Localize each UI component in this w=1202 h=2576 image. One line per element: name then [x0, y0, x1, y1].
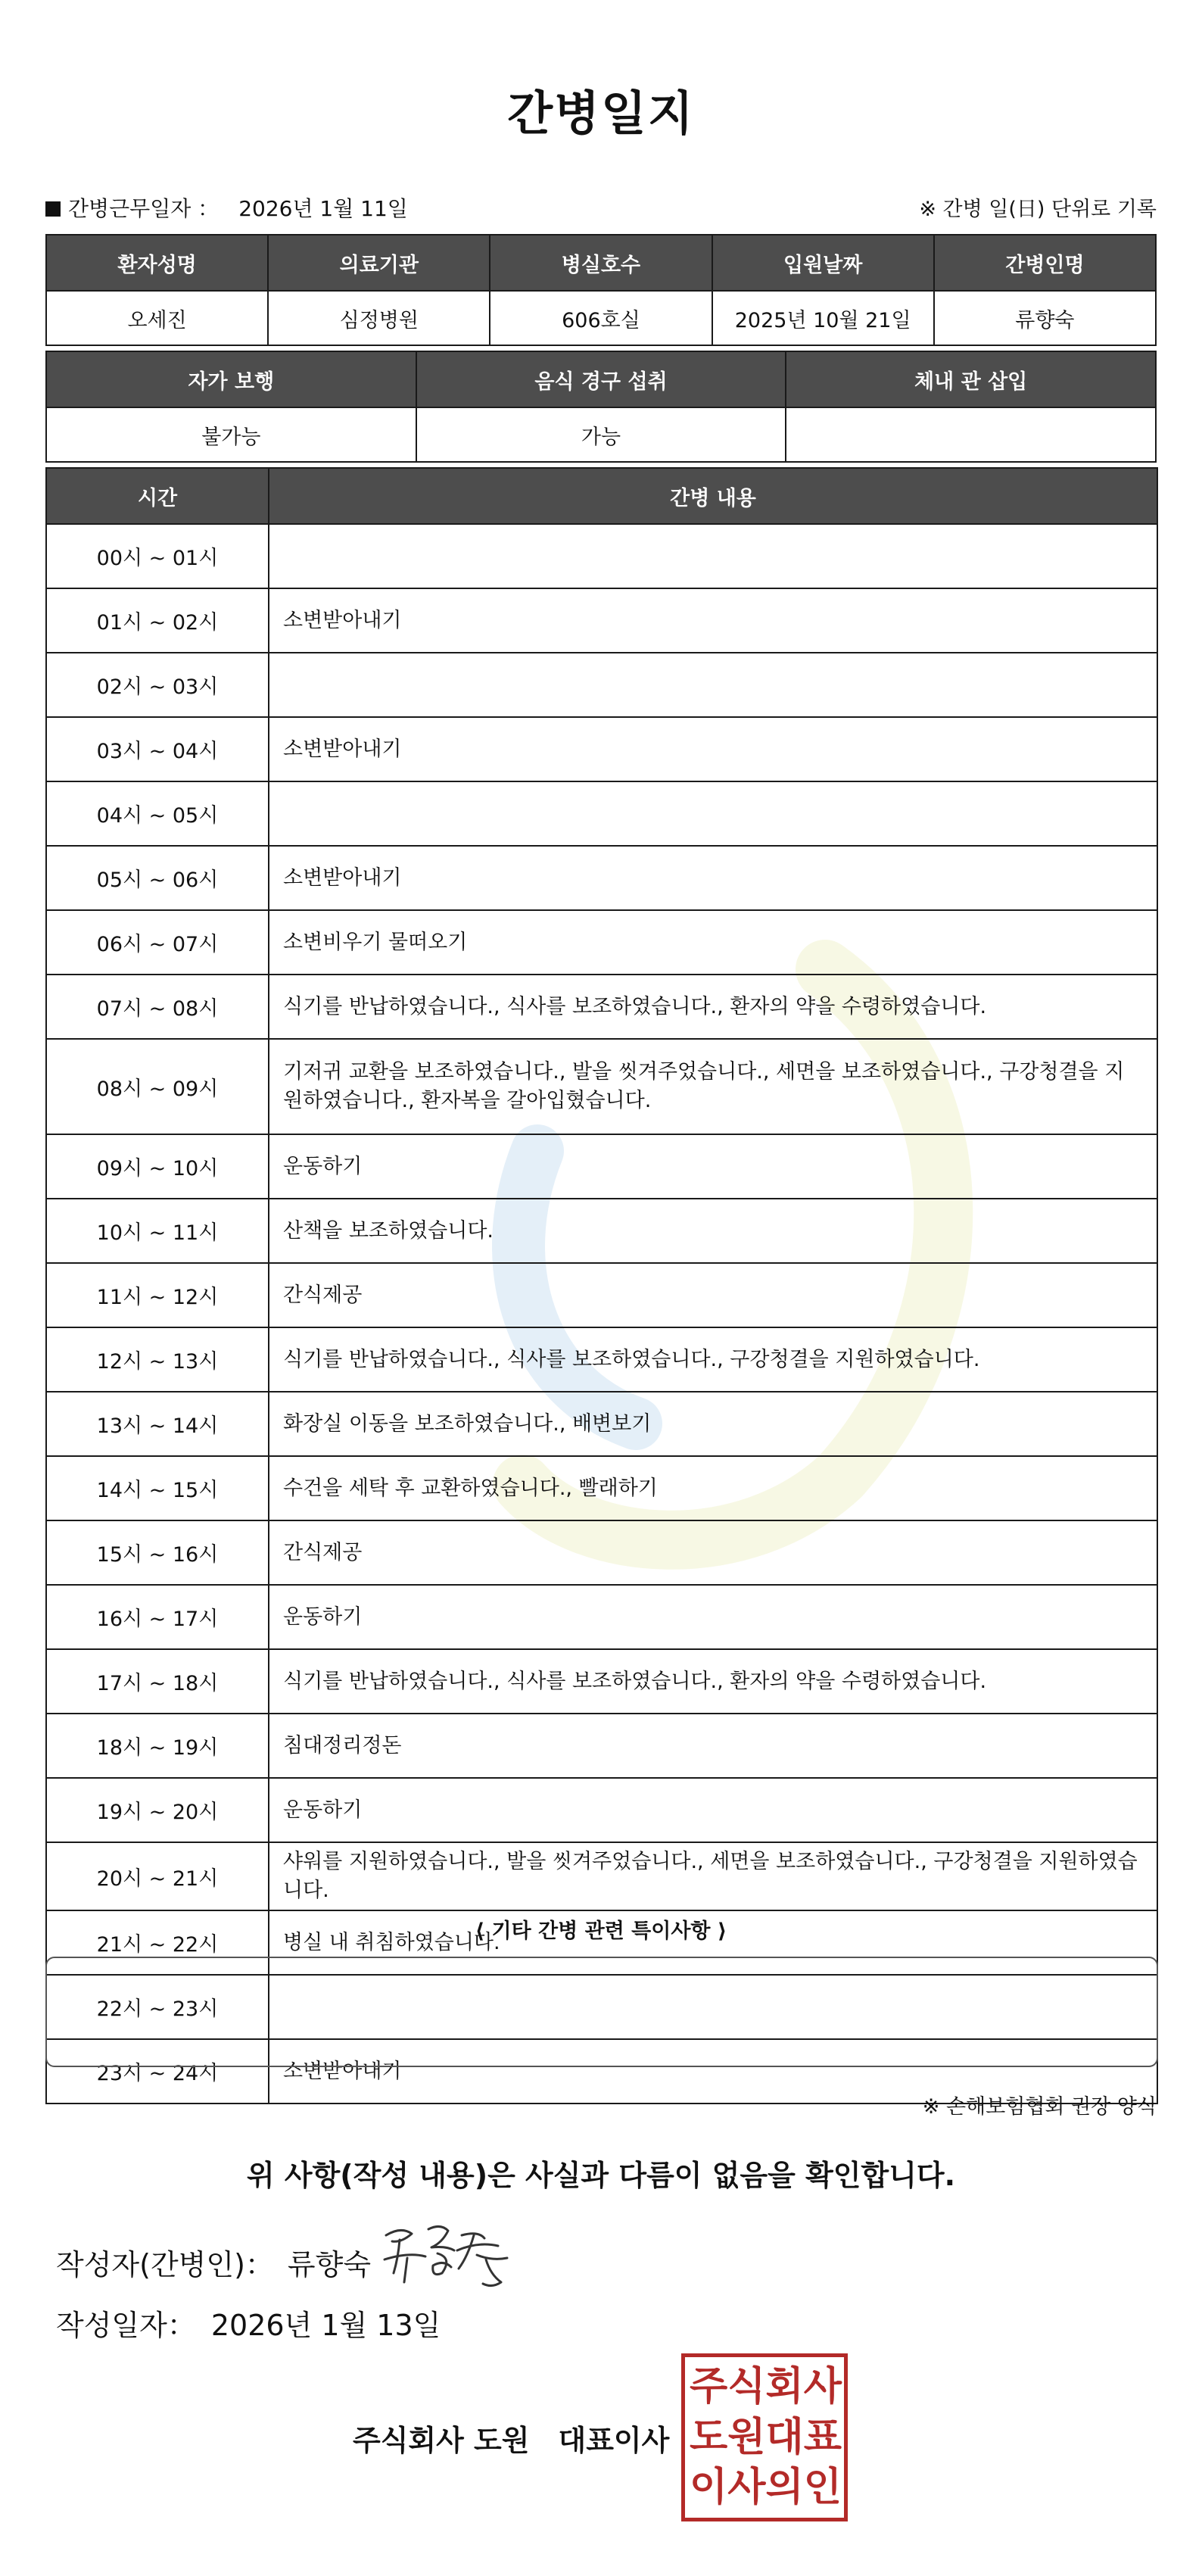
table-row	[46, 1842, 1157, 1910]
care-content: 산책을 보조하였습니다.	[269, 1199, 1157, 1263]
daily-record-note: ※ 간병 일(日) 단위로 기록	[919, 198, 1157, 221]
table-row	[46, 1520, 1157, 1585]
tube-insertion-value	[786, 407, 1156, 462]
recommend-note: ※ 손해보험협회 권장 양식	[922, 2095, 1157, 2119]
seal-character: 사	[727, 2465, 766, 2511]
time-slot: 02시 ~ 03시	[46, 653, 269, 717]
company-name: 주식회사 도원	[353, 2424, 530, 2457]
company-ceo: 대표이사	[558, 2424, 670, 2457]
time-slot: 08시 ~ 09시	[46, 1039, 269, 1134]
care-content: 운동하기	[269, 1778, 1157, 1842]
time-slot: 11시 ~ 12시	[46, 1263, 269, 1327]
time-slot: 15시 ~ 16시	[46, 1520, 269, 1585]
written-date-line	[56, 2302, 441, 2344]
table-row	[46, 1263, 1157, 1327]
care-content: 소변받아내기	[269, 717, 1157, 781]
time-slot: 01시 ~ 02시	[46, 588, 269, 653]
care-content: 화장실 이동을 보조하였습니다., 배변보기	[269, 1392, 1157, 1456]
time-slot: 23시 ~ 24시	[46, 2039, 269, 2104]
table-row	[46, 524, 1157, 588]
time-slot: 20시 ~ 21시	[46, 1842, 269, 1910]
table-row	[46, 1199, 1157, 1263]
writer-label: 작성자(간병인)：	[56, 2248, 274, 2281]
seal-character: 도	[690, 2414, 728, 2460]
header-patient-name: 환자성명	[46, 235, 268, 291]
seal-character: 주	[690, 2364, 728, 2409]
table-row	[46, 1649, 1157, 1714]
table-row	[46, 781, 1157, 846]
header-room: 병실호수	[490, 235, 712, 291]
care-log-rows	[46, 524, 1157, 2104]
time-slot: 10시 ~ 11시	[46, 1199, 269, 1263]
oral-intake-value: 가능	[416, 407, 786, 462]
special-notes-title: ⟨ 기타 간병 관련 특이사항 ⟩	[475, 1920, 727, 1943]
table-row	[46, 846, 1157, 910]
care-content: 소변받아내기	[269, 2039, 1157, 2104]
table-row	[46, 1327, 1157, 1392]
time-slot: 00시 ~ 01시	[46, 524, 269, 588]
handwritten-signature	[378, 2213, 515, 2296]
care-content: 병실 내 취침하였습니다.	[269, 1910, 1157, 1975]
header-oral-intake: 음식 경구 섭취	[416, 351, 786, 407]
care-content: 소변비우기 물떠오기	[269, 910, 1157, 975]
care-content: 간식제공	[269, 1263, 1157, 1327]
table-row	[46, 588, 1157, 653]
table-row	[46, 1585, 1157, 1649]
special-notes-box	[45, 1957, 1158, 2067]
table-row	[46, 1778, 1157, 1842]
seal-character: 의	[765, 2465, 804, 2511]
time-slot: 16시 ~ 17시	[46, 1585, 269, 1649]
care-log-table	[45, 467, 1158, 2104]
header-hospital: 의료기관	[268, 235, 490, 291]
time-slot: 07시 ~ 08시	[46, 975, 269, 1039]
confirmation-statement: 위 사항(작성 내용)은 사실과 다름이 없음을 확인합니다.	[246, 2159, 956, 2192]
care-content: 수건을 세탁 후 교환하였습니다., 빨래하기	[269, 1456, 1157, 1520]
time-slot: 21시 ~ 22시	[46, 1910, 269, 1975]
time-slot: 18시 ~ 19시	[46, 1714, 269, 1778]
header-self-walking: 자가 보행	[46, 351, 416, 407]
care-content: 침대정리정돈	[269, 1714, 1157, 1778]
page-title: 간병일지	[507, 86, 695, 141]
patient-status-table	[45, 351, 1157, 463]
time-slot: 05시 ~ 06시	[46, 846, 269, 910]
time-slot: 22시 ~ 23시	[46, 1975, 269, 2039]
time-slot: 03시 ~ 04시	[46, 717, 269, 781]
care-date-value: 2026년 1월 11일	[238, 196, 408, 221]
care-content: 식기를 반납하였습니다., 식사를 보조하였습니다., 환자의 약을 수령하였습니다.	[269, 975, 1157, 1039]
care-content	[269, 781, 1157, 846]
header-tube-insertion: 체내 관 삽입	[786, 351, 1156, 407]
table-row	[46, 1134, 1157, 1199]
caregiver-name: 류향숙	[934, 291, 1156, 345]
seal-characters	[690, 2362, 842, 2513]
header-time: 시간	[46, 468, 269, 524]
care-content: 샤워를 지원하였습니다., 발을 씻겨주었습니다., 세면을 보조하였습니다., 구강청결을 지원하였습니다.	[269, 1842, 1157, 1910]
care-content: 소변받아내기	[269, 846, 1157, 910]
writer-name: 류향숙	[287, 2248, 372, 2281]
written-date-label: 작성일자：	[56, 2309, 196, 2342]
care-date-label: 간병근무일자 ：	[68, 196, 220, 221]
care-content: 간식제공	[269, 1520, 1157, 1585]
care-content	[269, 524, 1157, 588]
header-caregiver: 간병인명	[934, 235, 1156, 291]
care-content: 소변받아내기	[269, 588, 1157, 653]
care-content: 식기를 반납하였습니다., 식사를 보조하였습니다., 구강청결을 지원하였습니다.	[269, 1327, 1157, 1392]
seal-character: 대	[765, 2414, 804, 2460]
table-row	[46, 910, 1157, 975]
care-content: 운동하기	[269, 1134, 1157, 1199]
table-row	[46, 1714, 1157, 1778]
header-admission-date: 입원날짜	[712, 235, 934, 291]
table-row	[46, 1392, 1157, 1456]
self-walking-value: 불가능	[46, 407, 416, 462]
room-number: 606호실	[490, 291, 712, 345]
table-row	[46, 975, 1157, 1039]
table-row	[46, 1039, 1157, 1134]
table-row	[46, 717, 1157, 781]
care-content: 운동하기	[269, 1585, 1157, 1649]
company-seal-stamp	[681, 2353, 848, 2521]
time-slot: 17시 ~ 18시	[46, 1649, 269, 1714]
hospital-name: 심정병원	[268, 291, 490, 345]
time-slot: 09시 ~ 10시	[46, 1134, 269, 1199]
patient-name: 오세진	[46, 291, 268, 345]
patient-info-table	[45, 234, 1157, 346]
seal-character: 식	[727, 2364, 766, 2409]
time-slot: 14시 ~ 15시	[46, 1456, 269, 1520]
time-slot: 04시 ~ 05시	[46, 781, 269, 846]
table-row	[46, 653, 1157, 717]
seal-character: 사	[803, 2364, 842, 2409]
seal-character: 회	[765, 2364, 804, 2409]
time-slot: 06시 ~ 07시	[46, 910, 269, 975]
seal-character: 인	[803, 2465, 842, 2511]
admission-date: 2025년 10월 21일	[712, 291, 934, 345]
care-content: 기저귀 교환을 보조하였습니다., 발을 씻겨주었습니다., 세면을 보조하였습니다., 구강청결을 지원하였습니다., 환자복을 갈아입혔습니다.	[269, 1039, 1157, 1134]
time-slot: 13시 ~ 14시	[46, 1392, 269, 1456]
care-content	[269, 653, 1157, 717]
writer-line	[56, 2241, 371, 2283]
written-date-value: 2026년 1월 13일	[210, 2309, 441, 2342]
care-content: 식기를 반납하였습니다., 식사를 보조하였습니다., 환자의 약을 수령하였습니다.	[269, 1649, 1157, 1714]
seal-character: 표	[803, 2414, 842, 2460]
time-slot: 19시 ~ 20시	[46, 1778, 269, 1842]
header-care-content: 간병 내용	[269, 468, 1157, 524]
square-bullet-icon	[45, 201, 61, 217]
time-slot: 12시 ~ 13시	[46, 1327, 269, 1392]
table-row	[46, 1456, 1157, 1520]
seal-character: 원	[727, 2414, 766, 2460]
care-date	[45, 192, 408, 223]
seal-character: 이	[690, 2465, 728, 2511]
company-line	[353, 2417, 669, 2459]
